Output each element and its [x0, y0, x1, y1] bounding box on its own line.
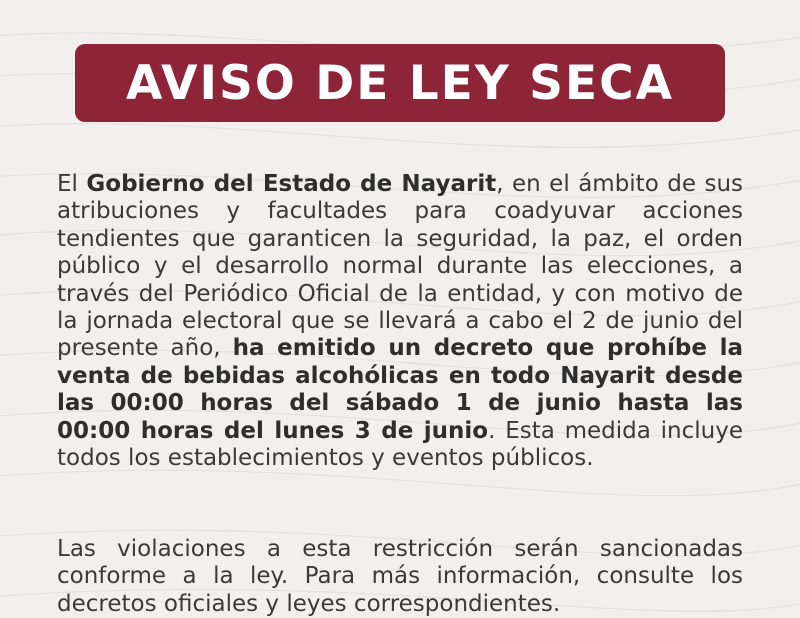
page-title: AVISO DE LEY SECA — [126, 55, 674, 111]
title-banner — [75, 44, 725, 122]
notice-decree: ha emitido un decreto que prohíbe la venta de bebidas alcohólicas en todo Nayarit desde las 00:00 horas del sábado 1 de junio hasta las 00:00 horas del lunes 3 de junio — [57, 335, 743, 444]
notice-paragraph-1 — [57, 171, 743, 472]
notice-entity: Gobierno del Estado de Nayarit — [86, 171, 497, 197]
notice-scope: . Esta medida incluye todos los establecimientos y eventos públicos. — [57, 417, 743, 472]
notice-intro: El — [57, 171, 87, 197]
notice-paragraph-2: Las violaciones a esta restricción serán sancionadas conforme a la ley. Para más información, consulte los decretos oficiales y leyes correspondientes. — [57, 536, 743, 617]
notice-context: , en el ámbito de sus atribuciones y facultades para coadyuvar acciones tendientes que garanticen la seguridad, la paz, el orden público y el desarrollo normal durante las elecciones, a través del Periódico Oficial de la entidad, y con motivo de la jornada electoral que se llevará a cabo el 2 de junio del presente año, — [57, 171, 743, 362]
